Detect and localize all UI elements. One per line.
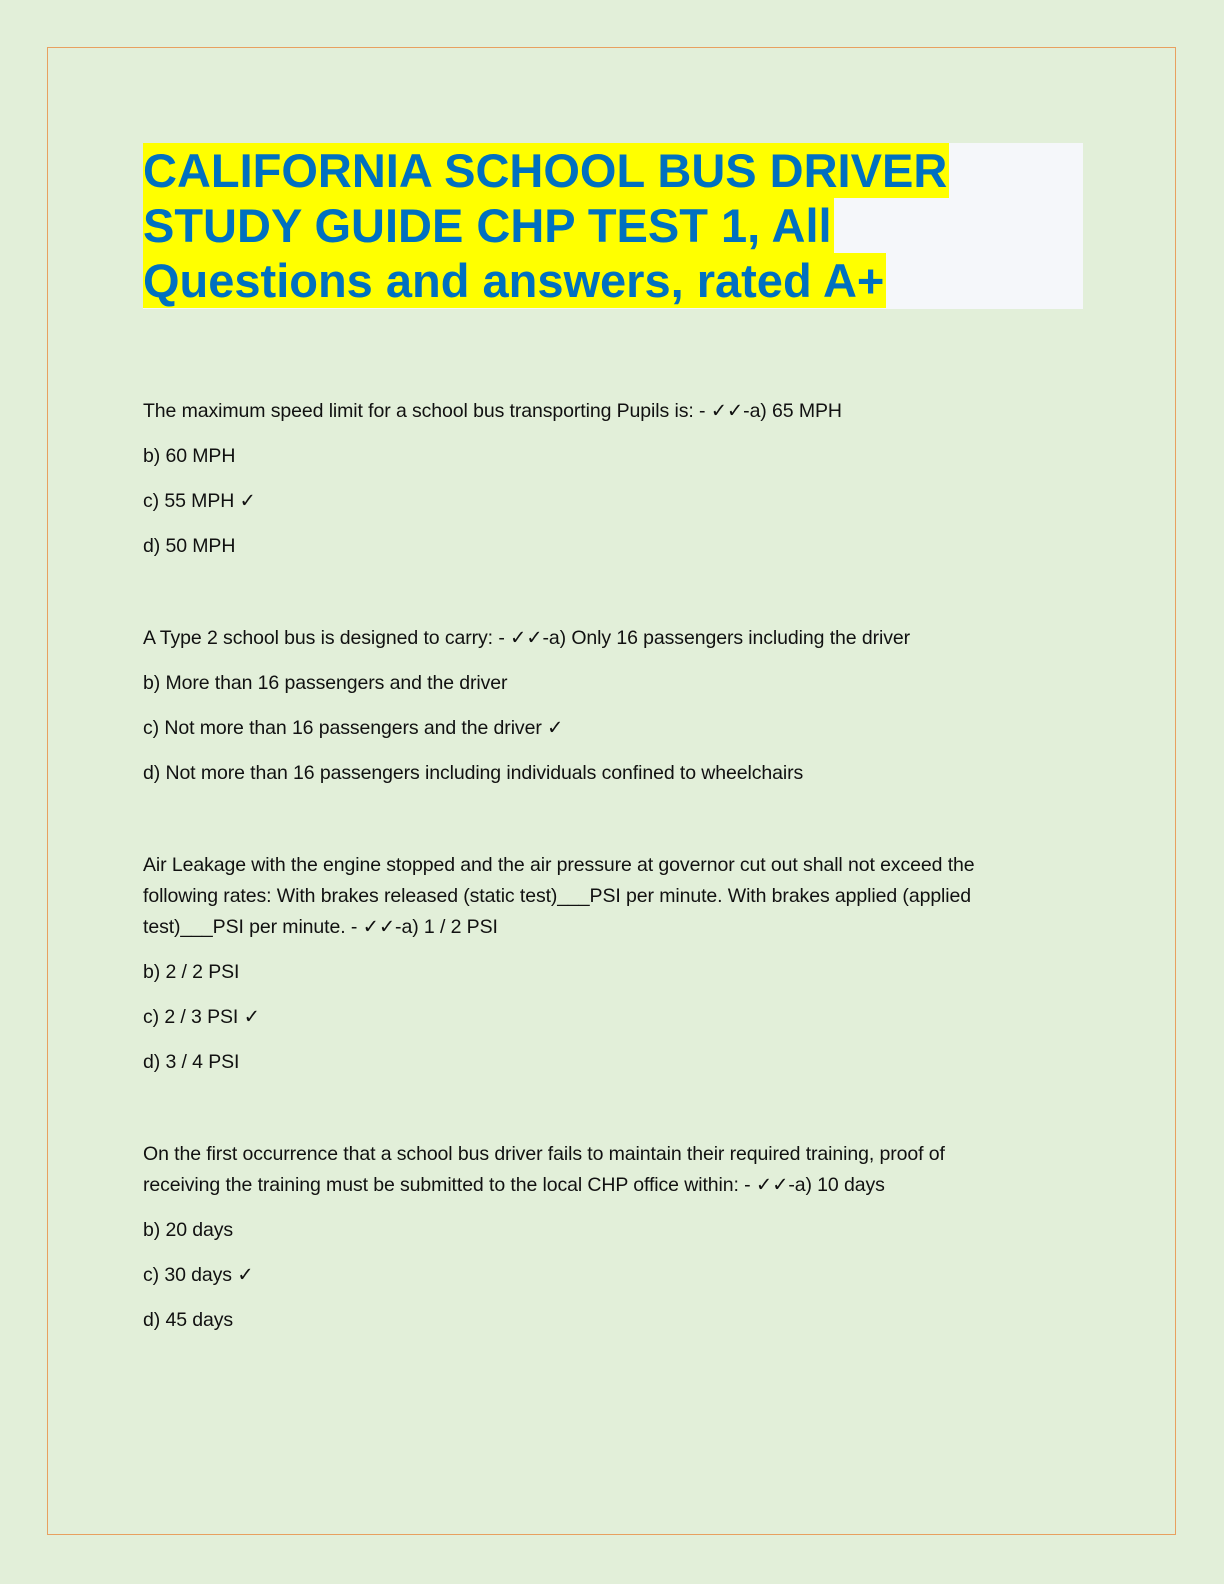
answer-option-correct: c) 55 MPH ✓ [143, 490, 256, 512]
document-title [143, 143, 1083, 309]
question-text: The maximum speed limit for a school bus transporting Pupils is: - ✓✓-a) 65 MPH [143, 400, 842, 422]
answer-option: b) More than 16 passengers and the driver [143, 672, 508, 694]
question-text: Air Leakage with the engine stopped and the air pressure at governor cut out shall not exceed the following rates: With brakes released (static test)___PSI per minute. With brakes applied (applied test)___PSI per minute. - ✓✓-a) 1 / 2 PSI [143, 854, 975, 938]
answer-option-correct: c) 30 days ✓ [143, 1264, 254, 1286]
title-line-3: Questions and answers, rated A+ [143, 254, 885, 307]
answer-option: d) 45 days [143, 1309, 234, 1331]
answer-option: d) 3 / 4 PSI [143, 1051, 240, 1073]
questions-list [143, 396, 1023, 1336]
question-text: A Type 2 school bus is designed to carry: - ✓✓-a) Only 16 passengers including the driver [143, 627, 910, 649]
title-line-1: CALIFORNIA SCHOOL BUS DRIVER [143, 144, 948, 197]
answer-option: d) 50 MPH [143, 535, 236, 557]
answer-option: b) 60 MPH [143, 445, 236, 467]
answer-option: d) Not more than 16 passengers including individuals confined to wheelchairs [143, 762, 804, 784]
answer-option: b) 2 / 2 PSI [143, 961, 240, 983]
question-block [143, 396, 1023, 562]
title-line-2: STUDY GUIDE CHP TEST 1, All [143, 199, 832, 252]
answer-option: b) 20 days [143, 1219, 234, 1241]
question-block [143, 1139, 1023, 1336]
question-block [143, 623, 1023, 789]
answer-option-correct: c) 2 / 3 PSI ✓ [143, 1006, 260, 1028]
answer-option-correct: c) Not more than 16 passengers and the driver ✓ [143, 717, 564, 739]
question-text: On the first occurrence that a school bus driver fails to maintain their required training, proof of receiving the training must be submitted to the local CHP office within: - ✓✓-a) 10 days [143, 1143, 945, 1196]
question-block [143, 850, 1023, 1078]
